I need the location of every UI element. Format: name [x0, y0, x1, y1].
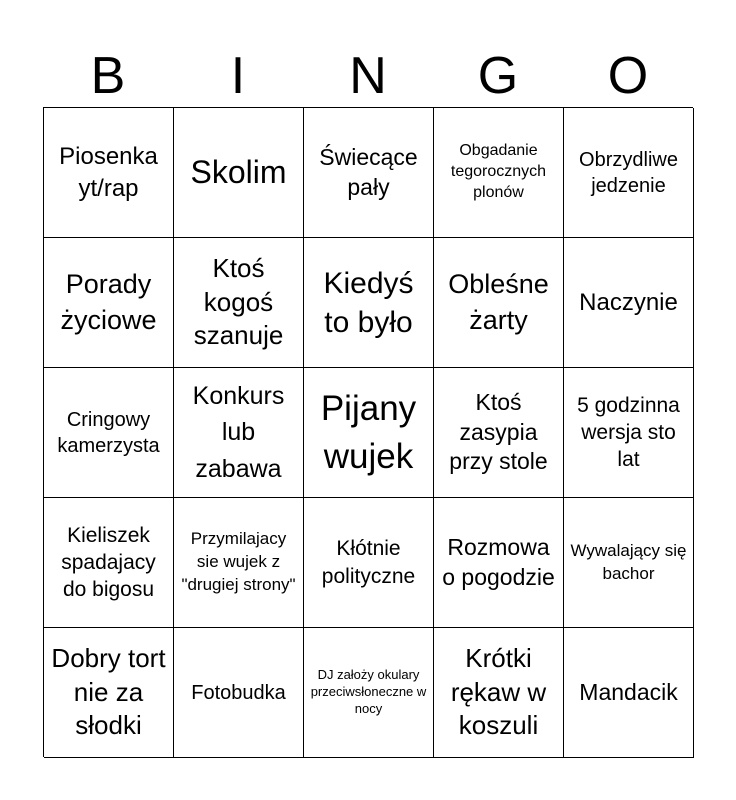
bingo-cell-text: Piosenka yt/rap	[59, 143, 158, 202]
bingo-cell-text: Ktoś kogoś szanuje	[193, 252, 284, 351]
bingo-cell[interactable]	[304, 628, 434, 758]
bingo-cell[interactable]	[174, 108, 304, 238]
header-letter-o: O	[607, 47, 649, 105]
header-letter-g: G	[477, 47, 519, 105]
bingo-cell[interactable]	[434, 108, 564, 238]
bingo-cell-text: Wywalający się bachor	[570, 540, 687, 583]
bingo-cell[interactable]	[564, 238, 694, 368]
bingo-cell[interactable]	[434, 368, 564, 498]
bingo-cell[interactable]	[434, 238, 564, 368]
bingo-cell-text: 5 godzinna wersja sto lat	[577, 393, 680, 472]
bingo-cell[interactable]	[174, 238, 304, 368]
bingo-cell[interactable]	[174, 628, 304, 758]
bingo-cell[interactable]	[174, 498, 304, 628]
bingo-cell-text: Świecące pały	[319, 143, 418, 200]
bingo-cell-text: Pijany wujek	[320, 389, 417, 476]
bingo-cell-text: Mandacik	[579, 678, 678, 705]
bingo-cell-text: Cringowy kamerzysta	[57, 408, 160, 457]
bingo-cell[interactable]	[564, 628, 694, 758]
bingo-cell[interactable]	[304, 108, 434, 238]
bingo-cell[interactable]	[44, 238, 174, 368]
bingo-cell[interactable]	[44, 368, 174, 498]
bingo-cell[interactable]	[304, 498, 434, 628]
bingo-cell[interactable]	[434, 498, 564, 628]
header-letter-n: N	[349, 47, 387, 105]
bingo-cell[interactable]	[564, 498, 694, 628]
bingo-cell-text: Obrzydliwe jedzenie	[579, 148, 678, 197]
bingo-cell-text: Rozmowa o pogodzie	[442, 533, 555, 590]
bingo-grid	[43, 107, 693, 757]
bingo-cell-text: Dobry tort nie za słodki	[51, 642, 166, 741]
bingo-cell-text: Ktoś zasypia przy stole	[449, 388, 548, 475]
bingo-cell-text: Przymilajacy sie wujek z "drugiej strony"	[181, 529, 296, 594]
bingo-cell[interactable]	[304, 368, 434, 498]
bingo-cell-text: Kiedyś to było	[323, 266, 414, 339]
bingo-cell[interactable]	[44, 498, 174, 628]
bingo-cell[interactable]	[304, 238, 434, 368]
bingo-cell[interactable]	[564, 108, 694, 238]
bingo-cell-text: Fotobudka	[191, 681, 286, 704]
bingo-cell-text: Porady życiowe	[60, 269, 157, 335]
bingo-cell[interactable]	[564, 368, 694, 498]
bingo-cell-text: Konkurs lub zabawa	[192, 382, 285, 483]
bingo-cell-text: Obleśne żarty	[448, 269, 549, 335]
bingo-cell-text: Naczynie	[579, 288, 678, 316]
bingo-cell-text: Skolim	[190, 154, 287, 191]
bingo-cell[interactable]	[44, 108, 174, 238]
bingo-cell-text: Kłótnie polityczne	[321, 537, 416, 588]
header-letter-i: I	[230, 47, 246, 105]
bingo-cell[interactable]	[44, 628, 174, 758]
bingo-header	[43, 44, 693, 108]
bingo-cell-text: Obgadanie tegorocznych plonów	[450, 142, 547, 201]
bingo-cell-text: DJ założy okulary przeciwsłoneczne w nocy	[310, 667, 427, 716]
bingo-cell[interactable]	[434, 628, 564, 758]
bingo-cell-text: Krótki rękaw w koszuli	[450, 642, 547, 741]
bingo-cell-text: Kieliszek spadajacy do bigosu	[61, 523, 156, 602]
header-letter-b: B	[90, 47, 126, 105]
bingo-cell[interactable]	[174, 368, 304, 498]
